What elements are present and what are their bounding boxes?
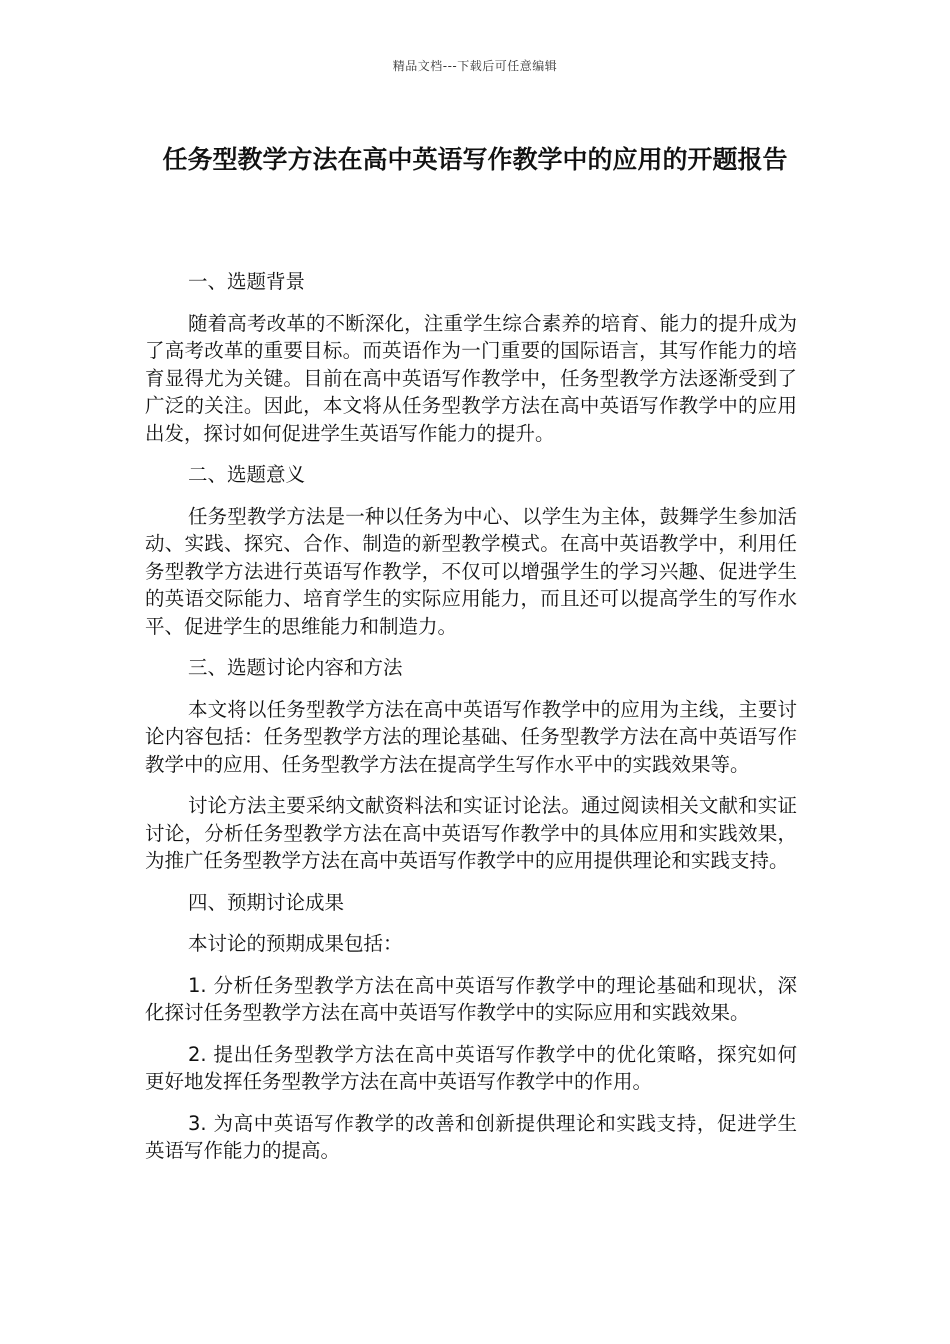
content-paragraph: 本文将以任务型教学方法在高中英语写作教学中的应用为主线，主要讨论内容包括：任务型教学方法的理论基础、任务型教学方法在高中英语写作教学中的应用、任务型教学方法在提高学生写作水平中的实践效果等。	[145, 697, 797, 776]
background-paragraph: 随着高考改革的不断深化，注重学生综合素养的培育、能力的提升成为了高考改革的重要目标。而英语作为一门重要的国际语言，其写作能力的培育显得尤为关键。目前在高中英语写作教学中，任务型教学方法逐渐受到了广泛的关注。因此，本文将从任务型教学方法在高中英语写作教学中的应用出发，探讨如何促进学生英语写作能力的提升。	[145, 311, 797, 445]
expected-result-item-2: 2. 提出任务型教学方法在高中英语写作教学中的优化策略，探究如何更好地发挥任务型教学方法在高中英语写作教学中的作用。	[145, 1042, 797, 1093]
expected-result-item-1: 1. 分析任务型教学方法在高中英语写作教学中的理论基础和现状，深化探讨任务型教学方法在高中英语写作教学中的实际应用和实践效果。	[145, 973, 797, 1024]
method-paragraph: 讨论方法主要采纳文献资料法和实证讨论法。通过阅读相关文献和实证讨论，分析任务型教学方法在高中英语写作教学中的具体应用和实践效果，为推广任务型教学方法在高中英语写作教学中的应用提供理论和实践支持。	[145, 794, 797, 872]
section-heading-significance: 二、选题意义	[188, 463, 306, 486]
significance-paragraph: 任务型教学方法是一种以任务为中心、以学生为主体，鼓舞学生参加活动、实践、探究、合作、制造的新型教学模式。在高中英语教学中，利用任务型教学方法进行英语写作教学，不仅可以增强学生的学习兴趣、促进学生的英语交际能力、培育学生的实际应用能力，而且还可以提高学生的写作水平、促进学生的思维能力和制造力。	[145, 504, 797, 638]
section-heading-content-method: 三、选题讨论内容和方法	[188, 656, 403, 679]
expected-result-item-3: 3. 为高中英语写作教学的改善和创新提供理论和实践支持，促进学生英语写作能力的提高。	[145, 1111, 797, 1162]
section-heading-background: 一、选题背景	[188, 270, 306, 293]
page-watermark: 精品文档---下载后可任意编辑	[392, 59, 558, 73]
expected-results-intro: 本讨论的预期成果包括：	[188, 932, 403, 955]
section-heading-expected-results: 四、预期讨论成果	[188, 890, 345, 914]
document-body	[145, 268, 797, 1179]
document-title: 任务型教学方法在高中英语写作教学中的应用的开题报告	[162, 145, 788, 174]
